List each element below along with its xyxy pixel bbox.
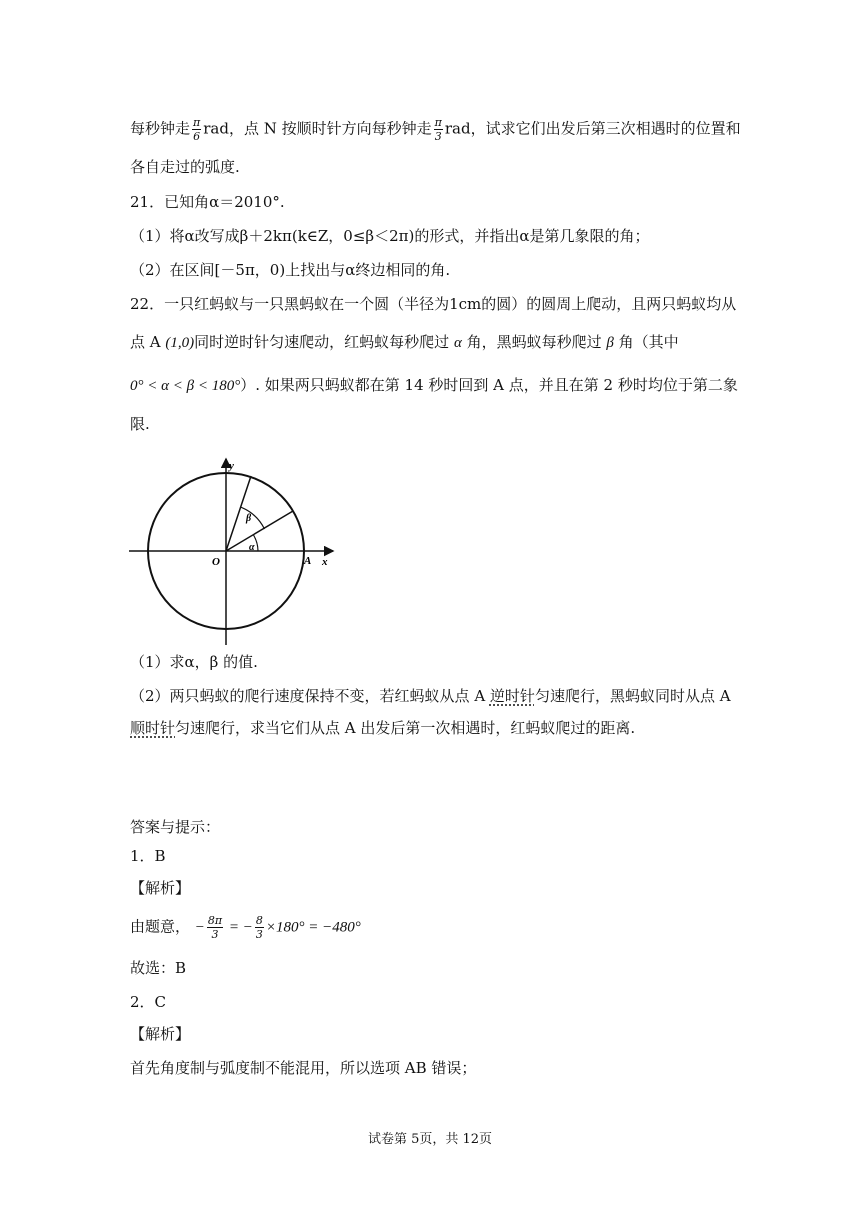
alpha-label: α [249,542,255,553]
answer-1-choice: 故选：B [130,959,187,977]
y-axis-label: y [229,460,234,472]
q22-sub2-line1: （2）两只蚂蚁的爬行速度保持不变，若红蚂蚁从点 A 逆时针匀速爬行，黑蚂蚁同时从点 A [130,687,731,705]
fraction-8pi-3: $\frac{8\pi}{3}$ [207,914,223,941]
q21-sub2: （2）在区间[－5π，0)上找出与α终边相同的角. [130,261,451,279]
analysis-label-2: 【解析】 [130,1025,191,1043]
q22-line2: 点 A (1,0)同时逆时针匀速爬动，红蚂蚁每秒爬过 α 角，黑蚂蚁每秒爬过 β 角（其中 [130,333,679,351]
fraction-pi-3: $\frac{\pi}{3}$ [434,116,442,143]
angle-inequality: 0° < α < β < 180° [130,378,241,394]
answer-1: 1．B [130,847,166,865]
beta-arc [241,507,265,529]
beta-label: β [246,513,252,524]
unit-circle-figure [125,455,355,655]
answer-2: 2．C [130,993,167,1011]
q22-sub2-line2: 顺时针匀速爬行，求当它们从点 A 出发后第一次相遇时，红蚂蚁爬过的距离. [130,719,636,737]
p20-line2: 各自走过的弧度. [130,158,240,176]
point-a-label: A [304,555,312,567]
x-axis-label: x [322,556,328,568]
q22-line3: 0° < α < β < 180°）. 如果两只蚂蚁都在第 14 秒时回到 A 点，并且在第 2 秒时均位于第二象 [130,376,738,394]
q21-heading: 21．已知角α＝2010°. [130,193,285,211]
emphasis-counterclockwise: 逆时针 [489,687,535,705]
point-a-coords: (1,0) [165,335,195,351]
answers-heading: 答案与提示： [130,818,221,836]
fraction-pi-6: $\frac{\pi}{6}$ [193,116,201,143]
fraction-8-3: $\frac{8}{3}$ [255,914,263,941]
answer-1-calculation: 由题意， − $\frac{8\pi}{3}$ = − $\frac{8}{3}$ ×180° = −480° [130,914,361,941]
origin-label: O [212,556,220,568]
q21-sub1: （1）将α改写成β＋2kπ(k∈Z，0≤β＜2π)的形式，并指出α是第几象限的角； [130,227,650,245]
alpha-ray [226,511,293,551]
q22-line1: 22．一只红蚂蚁与一只黑蚂蚁在一个圆（半径为1cm的圆）的圆周上爬动，且两只蚂蚁均从 [130,295,737,313]
q22-sub1: （1）求α，β 的值. [130,653,258,671]
q22-line4: 限. [130,415,150,433]
answer-2-explanation: 首先角度制与弧度制不能混用，所以选项 AB 错误； [130,1059,477,1077]
page-footer: 试卷第 5页，共 12页 [367,1132,493,1147]
emphasis-clockwise: 顺时针 [130,719,176,737]
p20-line1: 每秒钟走 $\frac{\pi}{6}$ rad，点 N 按顺时针方向每秒钟走 $\frac{\pi}{3}$ rad，试求它们出发后第三次相遇时的位置和 [130,116,741,143]
analysis-label-1: 【解析】 [130,879,191,897]
